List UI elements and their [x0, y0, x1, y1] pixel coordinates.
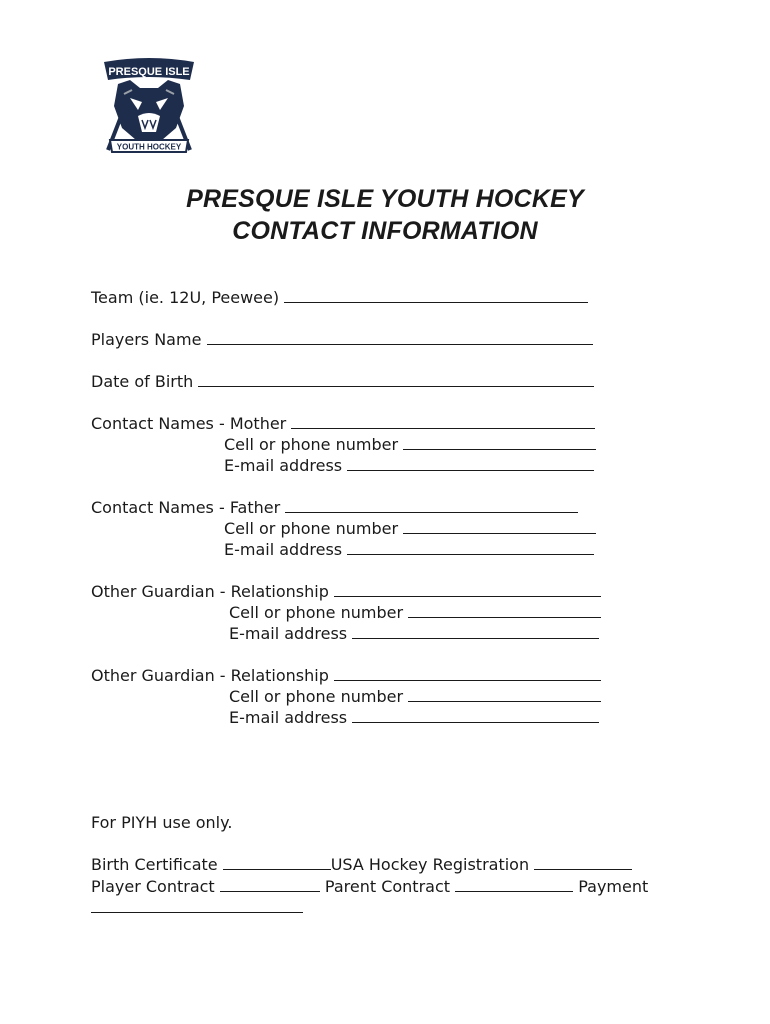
page-title: [0, 183, 770, 247]
usa-hockey-label: USA Hockey Registration: [330, 855, 530, 874]
guardian2-phone-field: [229, 686, 601, 707]
guardian2-phone-input-line[interactable]: [408, 686, 601, 702]
parent-contract-input-line[interactable]: [455, 876, 573, 892]
guardian1-phone-input-line[interactable]: [408, 602, 601, 618]
office-row-1: [91, 854, 632, 875]
dob-input-line[interactable]: [198, 371, 594, 387]
office-row-2: [91, 876, 648, 897]
usa-hockey-input-line[interactable]: [534, 854, 632, 870]
guardian1-email-field: [229, 623, 599, 644]
father-email-label: E-mail address: [224, 540, 343, 559]
title-line-1: PRESQUE ISLE YOUTH HOCKEY: [186, 185, 584, 213]
dob-field: [91, 371, 594, 392]
parent-contract-label: Parent Contract: [324, 877, 451, 896]
father-name-input-line[interactable]: [285, 497, 578, 513]
team-field: [91, 287, 588, 308]
guardian1-relationship-input-line[interactable]: [334, 581, 601, 597]
office-use-heading: For PIYH use only.: [91, 813, 233, 832]
father-phone-label: Cell or phone number: [224, 519, 399, 538]
logo-text-top: PRESQUE ISLE: [108, 66, 190, 78]
team-label: Team (ie. 12U, Peewee): [91, 288, 280, 307]
presque-isle-youth-hockey-logo: [100, 54, 198, 158]
mother-email-label: E-mail address: [224, 456, 343, 475]
mother-phone-label: Cell or phone number: [224, 435, 399, 454]
mother-name-input-line[interactable]: [291, 413, 595, 429]
guardian1-email-label: E-mail address: [229, 624, 348, 643]
payment-field: [91, 897, 303, 918]
guardian1-email-input-line[interactable]: [352, 623, 599, 639]
guardian2-email-input-line[interactable]: [352, 707, 599, 723]
guardian1-relationship-field: [91, 581, 601, 602]
mother-label: Contact Names - Mother: [91, 414, 287, 433]
guardian1-phone-field: [229, 602, 601, 623]
father-label: Contact Names - Father: [91, 498, 281, 517]
father-phone-field: [224, 518, 596, 539]
guardian2-email-label: E-mail address: [229, 708, 348, 727]
guardian2-label: Other Guardian - Relationship: [91, 666, 329, 685]
mother-email-field: [224, 455, 594, 476]
mother-email-input-line[interactable]: [347, 455, 594, 471]
father-email-input-line[interactable]: [347, 539, 594, 555]
guardian1-label: Other Guardian - Relationship: [91, 582, 329, 601]
mother-phone-field: [224, 434, 596, 455]
father-email-field: [224, 539, 594, 560]
player-name-field: [91, 329, 593, 350]
player-contract-input-line[interactable]: [220, 876, 320, 892]
guardian2-relationship-field: [91, 665, 601, 686]
guardian2-phone-label: Cell or phone number: [229, 687, 404, 706]
team-input-line[interactable]: [284, 287, 588, 303]
birth-certificate-label: Birth Certificate: [91, 855, 218, 874]
guardian1-phone-label: Cell or phone number: [229, 603, 404, 622]
birth-certificate-input-line[interactable]: [223, 854, 331, 870]
guardian2-email-field: [229, 707, 599, 728]
father-name-field: [91, 497, 578, 518]
title-line-2: CONTACT INFORMATION: [232, 217, 538, 245]
player-name-label: Players Name: [91, 330, 202, 349]
logo-text-bottom: YOUTH HOCKEY: [116, 142, 182, 152]
player-name-input-line[interactable]: [207, 329, 593, 345]
dob-label: Date of Birth: [91, 372, 194, 391]
mother-phone-input-line[interactable]: [403, 434, 596, 450]
guardian2-relationship-input-line[interactable]: [334, 665, 601, 681]
player-contract-label: Player Contract: [91, 877, 215, 896]
payment-input-line[interactable]: [91, 897, 303, 913]
father-phone-input-line[interactable]: [403, 518, 596, 534]
payment-label: Payment: [578, 877, 649, 896]
mother-name-field: [91, 413, 595, 434]
